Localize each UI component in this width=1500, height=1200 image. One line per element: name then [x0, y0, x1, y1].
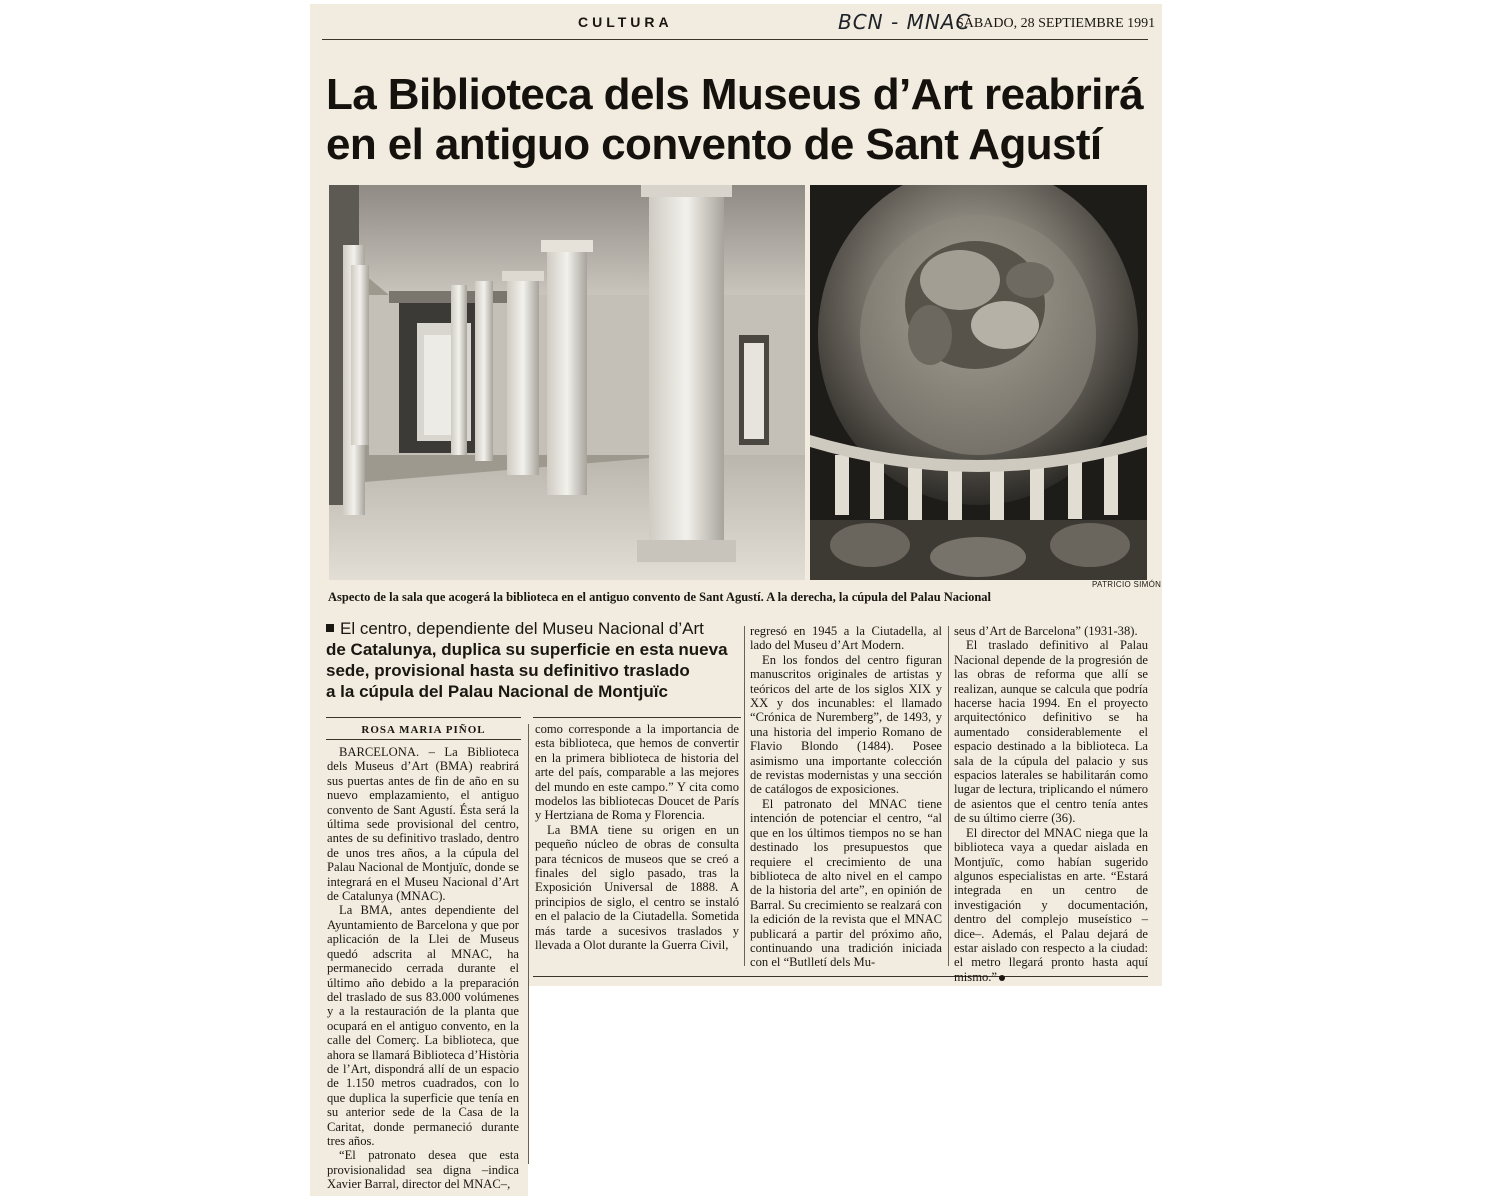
body-column-4 — [954, 624, 1148, 984]
byline: ROSA MARIA PIÑOL — [361, 724, 486, 736]
photo-caption: Aspecto de la sala que acogerá la biblioteca en el antiguo convento de Sant Agustí. A la derecha, la cúpula del Palau Nacional — [328, 590, 991, 604]
paragraph-continued: seus d’Art de Barcelona” (1931-38). — [954, 624, 1138, 638]
lead-summary — [326, 618, 736, 702]
body-column-3 — [750, 624, 942, 970]
handwritten-note: BCN - MNAC — [838, 10, 971, 34]
body-column-2 — [535, 722, 739, 953]
section-label: CULTURA — [578, 14, 673, 30]
column-divider — [948, 626, 949, 966]
paragraph: La BMA tiene su origen en un pequeño núcleo de obras de consulta para técnicos de museos que se creó a finales del siglo pasado, tras la Exposición Universal de 1888. A principios de siglo, el centro se instaló en el palacio de la Ciutadella. Sometida más tarde a sucesivos traslados y llevada a Olot durante la Guerra Civil, — [535, 822, 739, 953]
headline — [326, 70, 1146, 170]
closing-paragraph-text: El director del MNAC niega que la biblioteca vaya a quedar aislada en Montjuïc, como habían sugerido algunos especialistas en arte. “Estará integrada en un centro de investigación y documentación, dentro del complejo museístico –dice–. Además, el Palau dejará de estar aislado con respecto a la ciudad: el metro llegará pronto hasta aquí mismo.” — [954, 825, 1148, 984]
lead-line-2: de Catalunya, duplica su superficie en esta nueva — [326, 640, 728, 659]
byline-rule — [326, 739, 521, 740]
paragraph: BARCELONA. – La Biblioteca dels Museus d’Art (BMA) reabrirá sus puertas antes de fin de año en su nuevo emplazamiento, el antiguo convento de Sant Agustí. Ésta será la última sede provisional del centro, antes de su definitivo traslado, dentro de unos tres años, a la cúpula del Palau Nacional de Montjuïc, donde se integrará en el Museu Nacional d’Art de Catalunya (MNAC). — [327, 745, 519, 904]
square-bullet-icon — [326, 624, 334, 632]
column-divider — [528, 724, 529, 1164]
lead-line-3: sede, provisional hasta su definitivo traslado — [326, 661, 690, 680]
lead-line-1: El centro, dependiente del Museu Nacional d’Art — [326, 618, 736, 639]
dome-photo-drawing — [810, 185, 1147, 580]
paragraph: La BMA, antes dependiente del Ayuntamiento de Barcelona y que por aplicación de la Llei de Museus quedó adscrita al MNAC, ha permanecido cerrada durante el último año debido a la preparación del traslado de sus 83.000 volúmenes y a la restauración de la planta que ocupará en el antiguo convento, en la calle del Comerç. La biblioteca, que ahora se llamará Biblioteca d’Història de l’Art, dispondrá allí de un espacio de 1.150 metros cuadrados, con lo que duplica la superficie que tenía en su anterior sede de la Casa de la Caritat, donde permaneció durante tres años. — [327, 903, 519, 1148]
column-rule — [533, 717, 741, 718]
header-rule — [322, 39, 1148, 40]
column-divider — [744, 626, 745, 966]
paragraph — [954, 826, 1148, 984]
dateline: SÁBADO, 28 SEPTIEMBRE 1991 — [956, 16, 1156, 31]
paragraph: El patronato del MNAC tiene intención de potenciar el centro, “al que en los últimos tiempos no se han destinado los presupuestos que requiere el crecimiento de una biblioteca de alto nivel en el campo de la historia del arte”, en opinión de Barral. Su crecimiento se realzará con la edición de la revista que el MNAC publicará a partir del próximo año, continuando una tradición iniciada con el “Butlletí dels Mu- — [750, 796, 942, 970]
paragraph: En los fondos del centro figuran manuscritos originales de artistas y teóricos del arte de los siglos XIX y XX y dos incunables: el llamado “Crónica de Nuremberg”, de 1493, y una historia del imperio Romano de Flavio Blondo (1484). Posee asimismo una importante colección de revistas modernistas y una sección de catálogos de exposiciones. — [750, 652, 942, 797]
paragraph: El traslado definitivo al Palau Nacional depende de la progresión de las obras de reforma que allí se realizan, aunque se calcula que podría hacerse hacia 1994. En el proyecto arquitectónico definitivo se ha aumentado considerablemente el espacio destinado a la biblioteca. La sala de la cúpula del palacio y sus espacios laterales se habilitarán como lugar de lectura, triplicando el número de asientos que el centro tenía antes de su último cierre (36). — [954, 638, 1148, 826]
byline-rule — [326, 717, 521, 718]
paragraph-continued: como corresponde a la importancia de esta biblioteca, que hemos de convertir en la primera biblioteca de historia del arte del país, comparable a las mejores del mundo en este campo.” Y cita como modelos las bibliotecas Doucet de París y Hertziana de Roma y Florencia. — [535, 722, 739, 823]
photo-credit: PATRICIO SIMÓN — [1092, 580, 1162, 589]
photo-palau-dome — [810, 185, 1147, 580]
headline-line-2: en el antiguo convento de Sant Agustí — [326, 120, 1102, 169]
library-hall-photo-drawing — [329, 185, 805, 580]
paragraph: “El patronato desea que esta provisionalidad sea digna –indica Xavier Barral, director del MNAC–, — [327, 1148, 519, 1192]
end-mark-icon — [999, 975, 1005, 981]
lead-line-4: a la cúpula del Palau Nacional de Montjuïc — [326, 682, 668, 701]
photo-library-hall — [329, 185, 805, 580]
headline-line-1: La Biblioteca dels Museus d’Art reabrirá — [326, 70, 1144, 119]
paragraph-continued: regresó en 1945 a la Ciutadella, al lado del Museu d’Art Modern. — [750, 624, 942, 653]
body-column-1 — [327, 745, 519, 1192]
